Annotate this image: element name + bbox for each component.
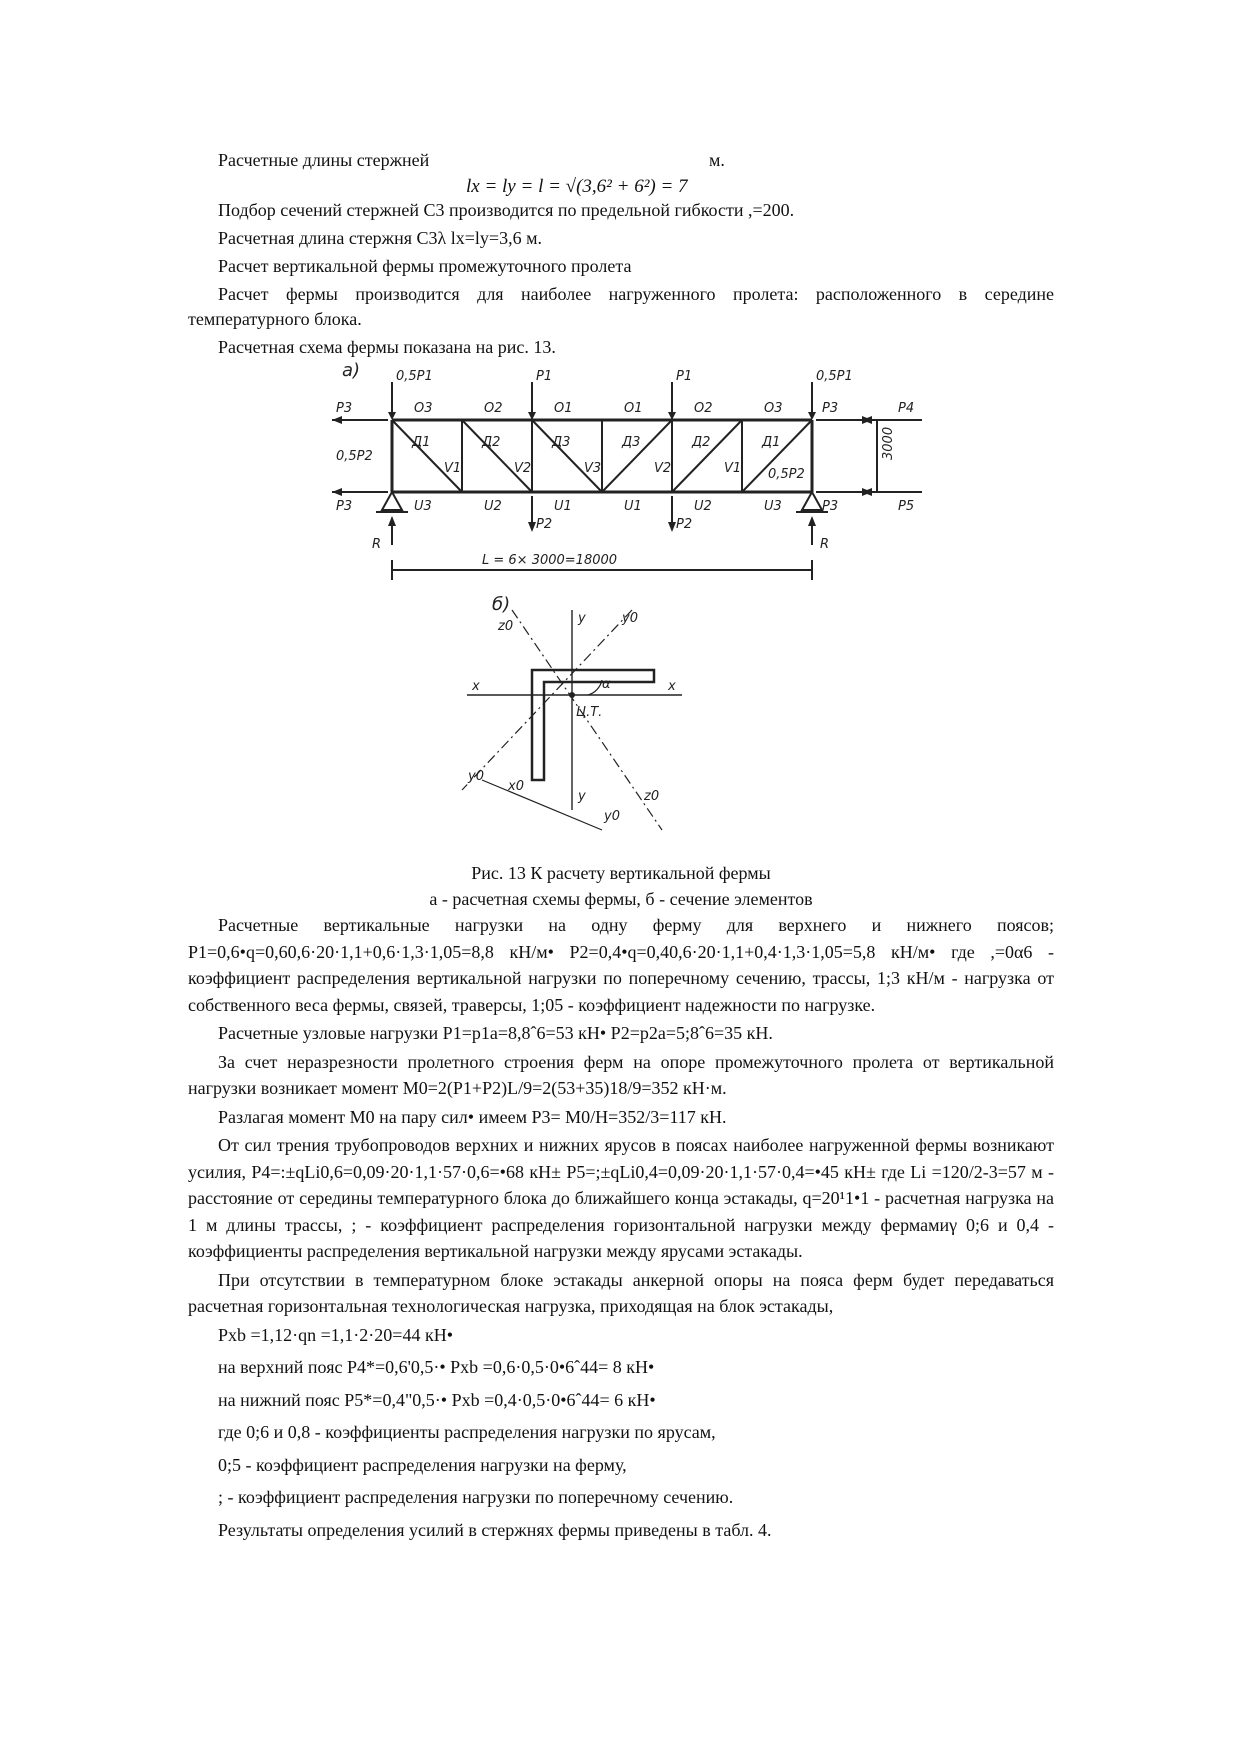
span-label: L = 6× 3000=18000 <box>482 553 618 568</box>
axis-label: y <box>578 789 586 804</box>
axis-label: z0 <box>498 619 514 634</box>
top-chord-label: O3 <box>414 401 433 416</box>
paragraph: Расчет вертикальной фермы промежуточного пролета <box>218 256 632 276</box>
lengths-unit: м. <box>709 150 725 170</box>
formula-line: на верхний пояс P4*=0,6'0,5·• Pxb =0,6·0,5·0•6ˆ44= 8 кН• <box>218 1357 655 1377</box>
lengths-label: Расчетные длины стержней <box>218 150 430 170</box>
force-label: P3 <box>336 401 353 416</box>
top-load-label: 0,5P1 <box>816 369 853 384</box>
figure-caption <box>188 860 1054 912</box>
paragraph: Подбор сечений стержней C3 производится по предельной гибкости ,=200. <box>218 200 795 220</box>
truss-figure <box>332 360 942 850</box>
vertical-label: V3 <box>584 461 602 476</box>
paragraph: Расчет фермы производится для наиболее нагруженного пролета: расположенного в середине температурного блока. <box>188 284 1054 329</box>
axis-label: x <box>668 679 676 694</box>
diagonal-label: Д1 <box>412 435 431 450</box>
bottom-chord-label: U1 <box>554 499 572 514</box>
diagonal-label: Д2 <box>482 435 501 450</box>
formula-line: Pxb =1,12·qn =1,1·2·20=44 кН• <box>218 1324 453 1345</box>
height-label: 3000 <box>881 426 896 460</box>
reaction-label: R <box>820 537 830 552</box>
axis-label: y <box>578 611 586 626</box>
top-chord-label: O3 <box>764 401 783 416</box>
text-line: ; - коэффициент распределения нагрузки по поперечному сечению. <box>218 1487 734 1507</box>
paragraph: Разлагая момент M0 на пару сил• имеем P3= M0/H=352/3=117 кН. <box>218 1106 727 1127</box>
paragraph: От сил трения трубопроводов верхних и нижних ярусов в поясах наиболее нагруженной фермы возникают усилия, P4=:±qLi0,6=0,09·20·1,1·57·0,6=•68 кН± P5=;±qLi0,4=0,09·20·1,1·57·0,4=•45 кН± где Li =120/2-3=57 м - расстояние от середины температурного блока до ближайшего конца эстакады, q=20¹1•1 - расчетная нагрузка на 1 м длины трассы, ; - коэффициент распределения горизонтальной нагрузки между фермамиγ 0;6 и 0,4 - коэффициенты распределения вертикальной нагрузки между ярусами эстакады. <box>188 1135 1054 1261</box>
bottom-load-label: P2 <box>536 517 553 532</box>
force-label: P3 <box>822 499 839 514</box>
force-label: P5 <box>898 499 915 514</box>
top-load-label: 0,5P1 <box>396 369 433 384</box>
caption-subtitle: а - расчетная схемы фермы, б - сечение элементов <box>429 889 813 909</box>
page-top-text <box>188 148 1054 363</box>
label-b: б) <box>492 594 511 615</box>
axis-label: x <box>472 679 480 694</box>
vertical-label: V1 <box>444 461 462 476</box>
page-body-text <box>188 912 1054 1549</box>
bottom-load-label: P2 <box>676 517 693 532</box>
paragraph: За счет неразрезности пролетного строения ферм на опоре промежуточного пролета от вертикальной нагрузки возникает момент M0=2(P1+P2)L/9=2(53+35)18/9=352 кН·м. <box>188 1051 1054 1098</box>
diagonal-label: Д2 <box>692 435 711 450</box>
force-label: P4 <box>898 401 915 416</box>
lengths-row <box>188 148 1054 198</box>
top-chord-label: O1 <box>554 401 573 416</box>
top-chord-label: O2 <box>484 401 503 416</box>
bottom-chord-label: U3 <box>764 499 782 514</box>
bottom-chord-label: U1 <box>624 499 642 514</box>
text-line: Результаты определения усилий в стержнях фермы приведены в табл. 4. <box>218 1519 772 1540</box>
center-label: Ц.Т. <box>576 705 603 720</box>
alpha-label: α <box>602 677 611 692</box>
axis-label: y0 <box>604 809 620 824</box>
text-line: 0;5 - коэффициент распределения нагрузки на ферму, <box>218 1454 627 1475</box>
axis-label: x0 <box>508 779 524 794</box>
vertical-label: V1 <box>724 461 742 476</box>
top-chord-label: O2 <box>694 401 713 416</box>
bottom-chord-label: U2 <box>694 499 712 514</box>
paragraph: Расчетные узловые нагрузки P1=p1a=8,8ˆ6=53 кН• P2=p2a=5;8ˆ6=35 кН. <box>218 1023 773 1043</box>
top-chord-label: O1 <box>624 401 643 416</box>
force-label: P3 <box>336 499 353 514</box>
bottom-chord-label: U3 <box>414 499 432 514</box>
reaction-label: R <box>372 537 382 552</box>
force-label: P3 <box>822 401 839 416</box>
axis-label: y0 <box>468 769 484 784</box>
paragraph: Расчетные вертикальные нагрузки на одну ферму для верхнего и нижнего поясов; P1=0,6•q=0,60,6·20·1,1+0,6·1,3·1,05=8,8 кН/м• P2=0,4•q=0,40,6·20·1,1+0,4·1,3·1,05=5,8 кН/м• где ,=0α6 - коэффициент распределения вертикальной нагрузки по поперечному сечению, трассы, 1;3 кН/м - нагрузка от собственного веса фермы, связей, траверсы, 1;05 - коэффициент надежности по нагрузке. <box>188 915 1054 1015</box>
diagonal-label: Д3 <box>552 435 571 450</box>
diagonal-label: Д3 <box>622 435 641 450</box>
formula-line: на нижний пояс P5*=0,4"0,5·• Pxb =0,4·0,5·0•6ˆ44= 6 кН• <box>218 1389 656 1410</box>
label-a: а) <box>342 360 361 381</box>
vertical-label: V2 <box>514 461 532 476</box>
text-line: где 0;6 и 0,8 - коэффициенты распределения нагрузки по ярусам, <box>218 1422 716 1442</box>
paragraph: Расчетная длина стержня C3λ lx=ly=3,6 м. <box>218 228 542 248</box>
axis-label: y0 <box>622 611 638 626</box>
vertical-label: V2 <box>654 461 672 476</box>
caption-title: Рис. 13 К расчету вертикальной фермы <box>471 863 771 883</box>
force-label: 0,5P2 <box>768 467 805 482</box>
lengths-formula: lx = ly = l = √(3,6² + 6²) = 7 <box>466 176 688 197</box>
diagonal-label: Д1 <box>762 435 781 450</box>
force-label: 0,5P2 <box>336 449 373 464</box>
bottom-chord-label: U2 <box>484 499 502 514</box>
top-load-label: P1 <box>536 369 553 384</box>
axis-label: z0 <box>644 789 660 804</box>
paragraph: Расчетная схема фермы показана на рис. 13. <box>218 337 556 357</box>
paragraph: При отсутствии в температурном блоке эстакады анкерной опоры на пояса ферм будет передаваться расчетная горизонтальная технологическая нагрузка, приходящая на блок эстакады, <box>188 1269 1054 1316</box>
top-load-label: P1 <box>676 369 693 384</box>
